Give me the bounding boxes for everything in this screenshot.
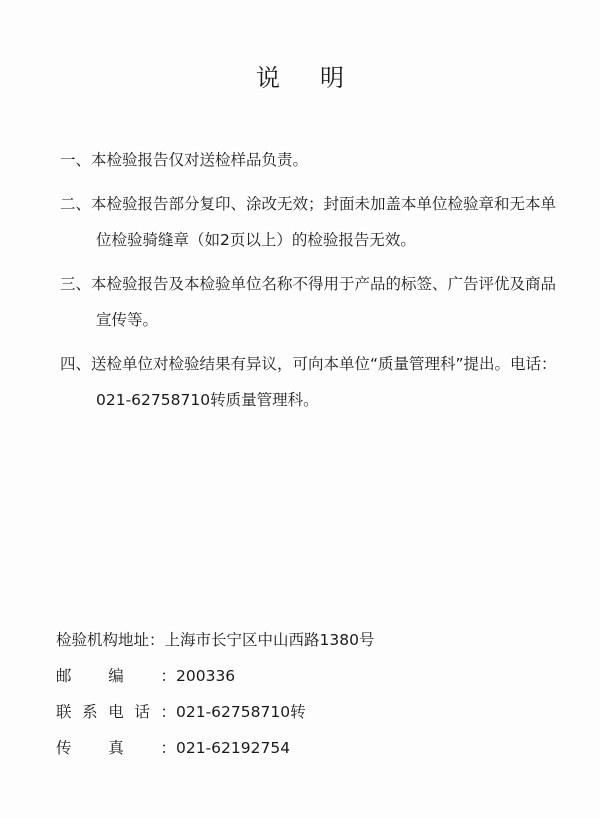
postcode-value: 200336 [176,667,236,685]
postcode-label: 邮编： [56,667,176,685]
fax-label: 传真： [56,739,176,757]
notice-item-2: 二、本检验报告部分复印、涂改无效；封面未加盖本单位检验章和无本单位检验骑缝章（如2页以上）的检验报告无效。 [60,195,557,249]
page-title: 说明 [256,64,384,92]
address-row [56,622,556,658]
phone-value: 021-62758710转 [176,703,306,721]
notice-item-3: 三、本检验报告及本检验单位名称不得用于产品的标签、广告评优及商品宣传等。 [60,275,557,329]
fax-value: 021-62192754 [176,739,291,757]
postcode-row [56,658,556,694]
notice-item-1: 一、本检验报告仅对送检样品负责。 [60,151,309,169]
notice-item-4: 四、送检单位对检验结果有异议，可向本单位“质量管理科”提出。电话：021-62758710转质量管理科。 [60,355,557,409]
contact-block [56,622,556,766]
address-label: 检验机构地址： [56,631,165,649]
phone-row [56,694,556,730]
phone-label: 联系电话： [56,703,176,721]
notice-list [60,142,560,426]
address-value: 上海市长宁区中山西路1380号 [164,631,375,649]
fax-row [56,730,556,766]
